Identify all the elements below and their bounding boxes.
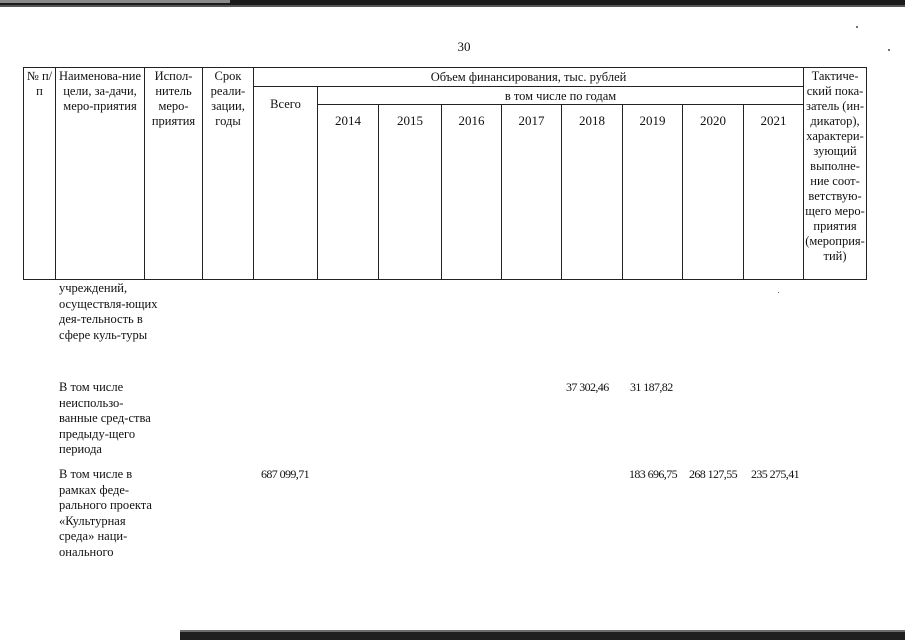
year-2019-header: 2019: [623, 105, 683, 280]
year-2016-header: 2016: [442, 105, 502, 280]
row-3-value-2019: 183 696,75: [629, 467, 678, 481]
col-executor-header: Испол-нитель меро-приятия: [145, 68, 203, 280]
row-3-value-2020: 268 127,55: [689, 467, 738, 481]
col-num-header: № п/п: [24, 68, 56, 280]
col-indicator-header: Тактиче-ский пока-затель (ин-дикатор), характери-зующий выполне-ние соот-ветствую-щего меро-приятия (мероприя-тий): [804, 68, 867, 280]
scan-bottom-edge: [180, 630, 905, 640]
row-3-value-2021: 235 275,41: [751, 467, 800, 481]
year-2015-header: 2015: [379, 105, 442, 280]
scan-speck: [888, 49, 890, 51]
scan-speck: [856, 26, 858, 28]
col-name-header: Наименова-ние цели, за-дачи, меро-приятия: [56, 68, 145, 280]
row-2-value-2018: 37 302,46: [566, 380, 609, 394]
year-2017-header: 2017: [502, 105, 562, 280]
row-1-name: учреждений, осуществля-ющих дея-тельность в сфере куль-туры: [59, 281, 158, 342]
row-2-name: В том числе неиспользо-ванные сред-ства предыду-щего периода: [59, 380, 151, 457]
col-funding-header: Объем финансирования, тыс. рублей: [254, 68, 804, 87]
year-2020-header: 2020: [683, 105, 744, 280]
year-2018-header: 2018: [562, 105, 623, 280]
year-2014-header: 2014: [318, 105, 379, 280]
col-by-years-header: в том числе по годам: [318, 87, 804, 105]
row-3-name: В том числе в рамках феде-рального проекта «Культурная среда» наци-онального: [59, 467, 152, 559]
scan-top-edge: [0, 0, 905, 11]
funding-table-header: [23, 67, 867, 280]
row-2-value-2019: 31 187,82: [630, 380, 673, 394]
year-2021-header: 2021: [744, 105, 804, 280]
col-term-header: Срок реали-зации, годы: [203, 68, 254, 280]
page-number: 30: [457, 39, 471, 54]
col-total-header: Всего: [254, 87, 318, 280]
scan-speck: [778, 292, 779, 293]
row-3-value-total: 687 099,71: [261, 467, 310, 481]
